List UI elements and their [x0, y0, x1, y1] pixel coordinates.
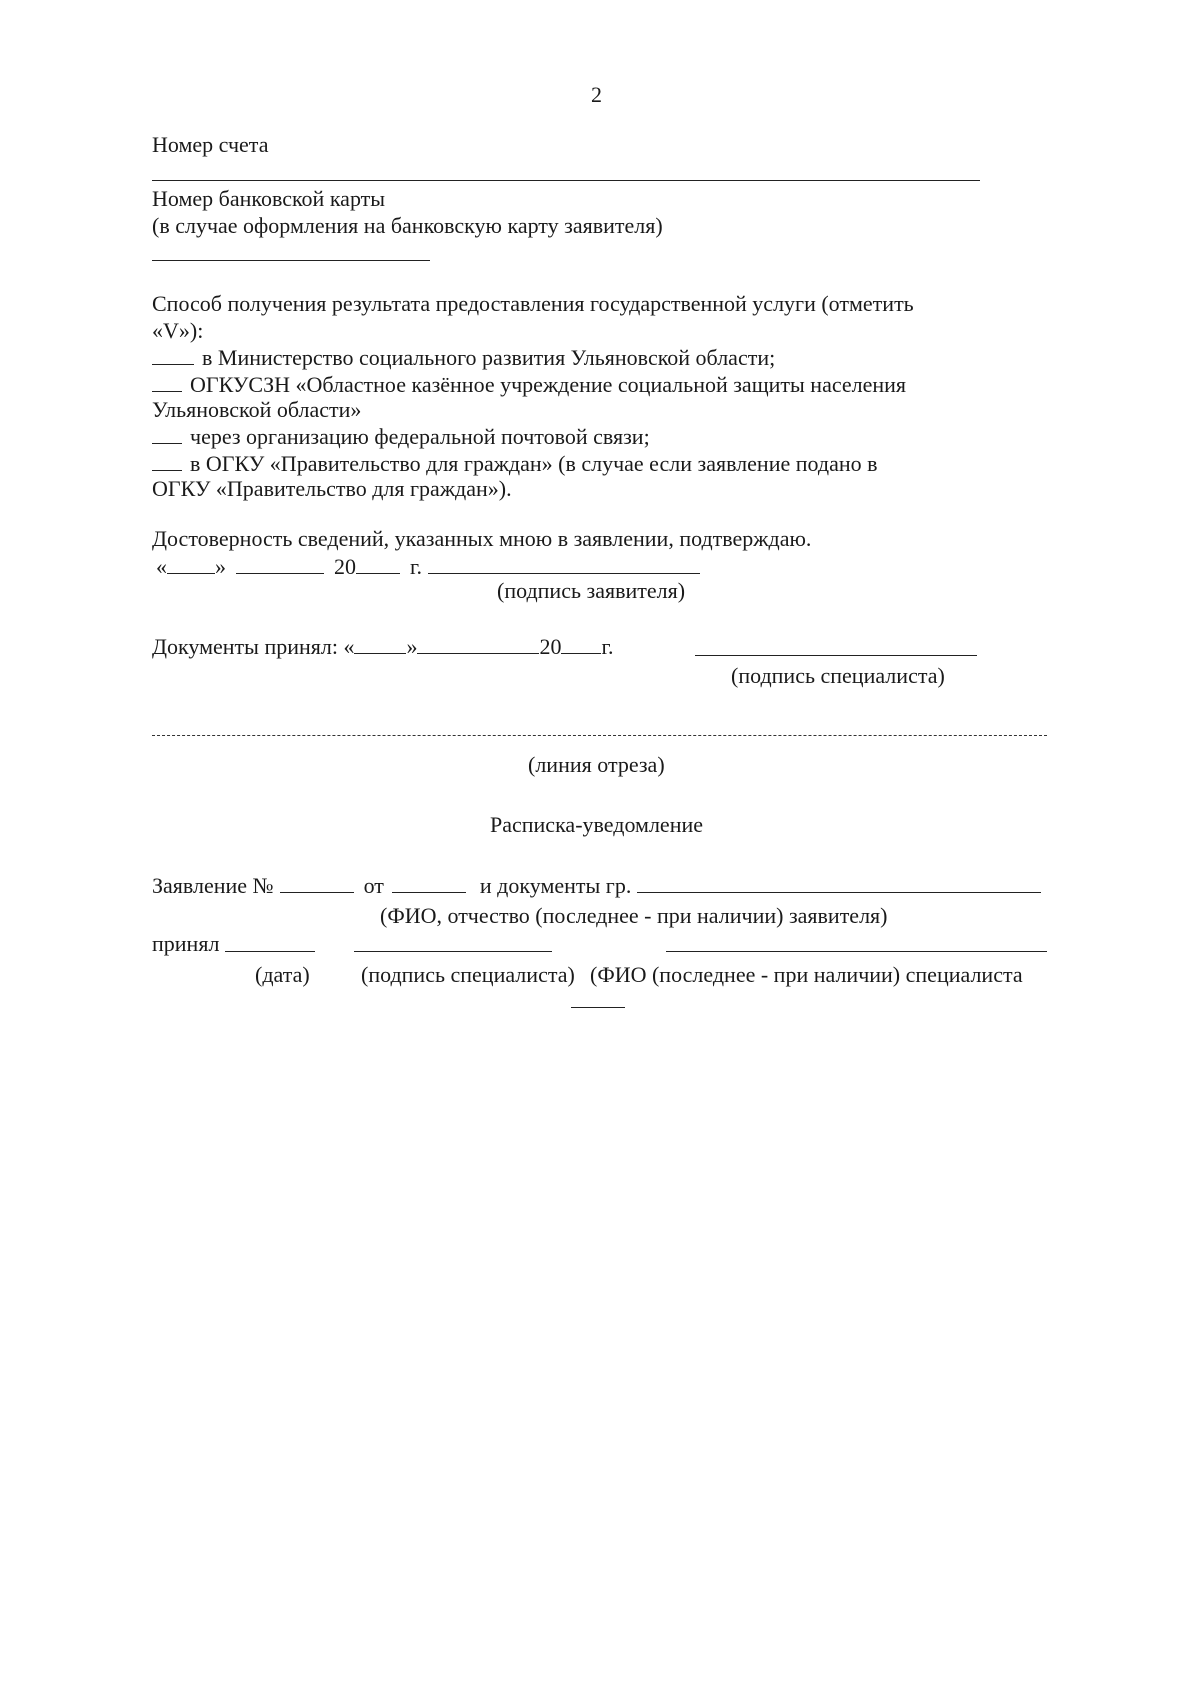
- day-blank: [167, 555, 215, 574]
- checkbox-blank: [152, 452, 182, 471]
- accepted-signature-line: [354, 951, 552, 952]
- option-label: в ОГКУ «Правительство для граждан» (в случае если заявление подано в: [190, 451, 878, 476]
- application-number-blank: [280, 874, 354, 893]
- method-option-ogkuszn-cont: Ульяновской области»: [152, 397, 362, 422]
- applicant-signature-blank: [428, 555, 700, 574]
- specialist-signature-line: [695, 655, 977, 656]
- checkbox-blank: [152, 425, 182, 444]
- accepted-by-label: принял: [152, 931, 220, 956]
- method-option-ministry: [152, 346, 775, 369]
- option-label: через организацию федеральной почтовой связи;: [190, 424, 650, 449]
- confirm-text: Достоверность сведений, указанных мною в заявлении, подтверждаю.: [152, 526, 812, 551]
- applicant-signature-caption: (подпись заявителя): [497, 578, 686, 603]
- accepted-fio-line: [666, 951, 1047, 952]
- option-label: в Министерство социального развития Ульяновской области;: [202, 345, 776, 370]
- accepted-label: Документы принял: «: [152, 634, 355, 659]
- year-prefix: 20: [334, 554, 356, 579]
- application-date-blank: [392, 874, 466, 893]
- method-heading-cont: «V»):: [152, 318, 204, 343]
- month-blank: [417, 635, 539, 654]
- checkbox-blank: [152, 346, 194, 365]
- signature-caption: (подпись специалиста): [361, 962, 575, 987]
- specialist-fio-caption: (ФИО (последнее - при наличии) специалиста: [590, 962, 1023, 987]
- receipt-title: Расписка-уведомление: [490, 812, 704, 837]
- cut-line-caption: (линия отреза): [528, 752, 665, 777]
- docs-label: и документы гр.: [479, 873, 632, 898]
- account-number-label: Номер счета: [152, 132, 269, 157]
- option-label: ОГКУСЗН «Областное казённое учреждение социальной защиты населения: [190, 372, 907, 397]
- card-number-note: (в случае оформления на банковскую карту заявителя): [152, 213, 663, 238]
- specialist-signature-caption: (подпись специалиста): [731, 663, 945, 688]
- applicant-fio-caption: (ФИО, отчество (последнее - при наличии) заявителя): [380, 903, 888, 928]
- accepted-row: [152, 635, 614, 658]
- date-caption: (дата): [255, 962, 310, 987]
- card-number-line: [152, 260, 430, 261]
- method-option-mfc: [152, 452, 878, 475]
- close-quote: »: [406, 634, 418, 659]
- year-prefix: 20: [539, 634, 562, 659]
- method-heading: Способ получения результата предоставления государственной услуги (отметить: [152, 291, 914, 316]
- application-label: Заявление №: [152, 873, 274, 898]
- year-blank: [561, 635, 601, 654]
- open-quote: «: [156, 554, 167, 579]
- year-suffix: г.: [410, 554, 423, 579]
- applicant-fio-blank: [637, 874, 1041, 893]
- method-option-mfc-cont: ОГКУ «Правительство для граждан»).: [152, 476, 512, 501]
- accepted-date-line: [225, 951, 315, 952]
- day-blank: [354, 635, 406, 654]
- confirm-date-row: [156, 555, 700, 578]
- end-mark: [571, 1007, 625, 1008]
- checkbox-blank: [152, 373, 182, 392]
- year-blank: [356, 555, 400, 574]
- method-option-post: [152, 425, 650, 448]
- cut-line: [152, 735, 1047, 736]
- month-blank: [236, 555, 324, 574]
- year-suffix: г.: [601, 634, 614, 659]
- method-option-ogkuszn: [152, 373, 906, 396]
- receipt-application-row: [152, 874, 1041, 897]
- from-label: от: [363, 873, 384, 898]
- card-number-label: Номер банковской карты: [152, 186, 386, 211]
- page-number: 2: [591, 82, 602, 107]
- close-quote: »: [215, 554, 226, 579]
- account-number-line: [152, 180, 980, 181]
